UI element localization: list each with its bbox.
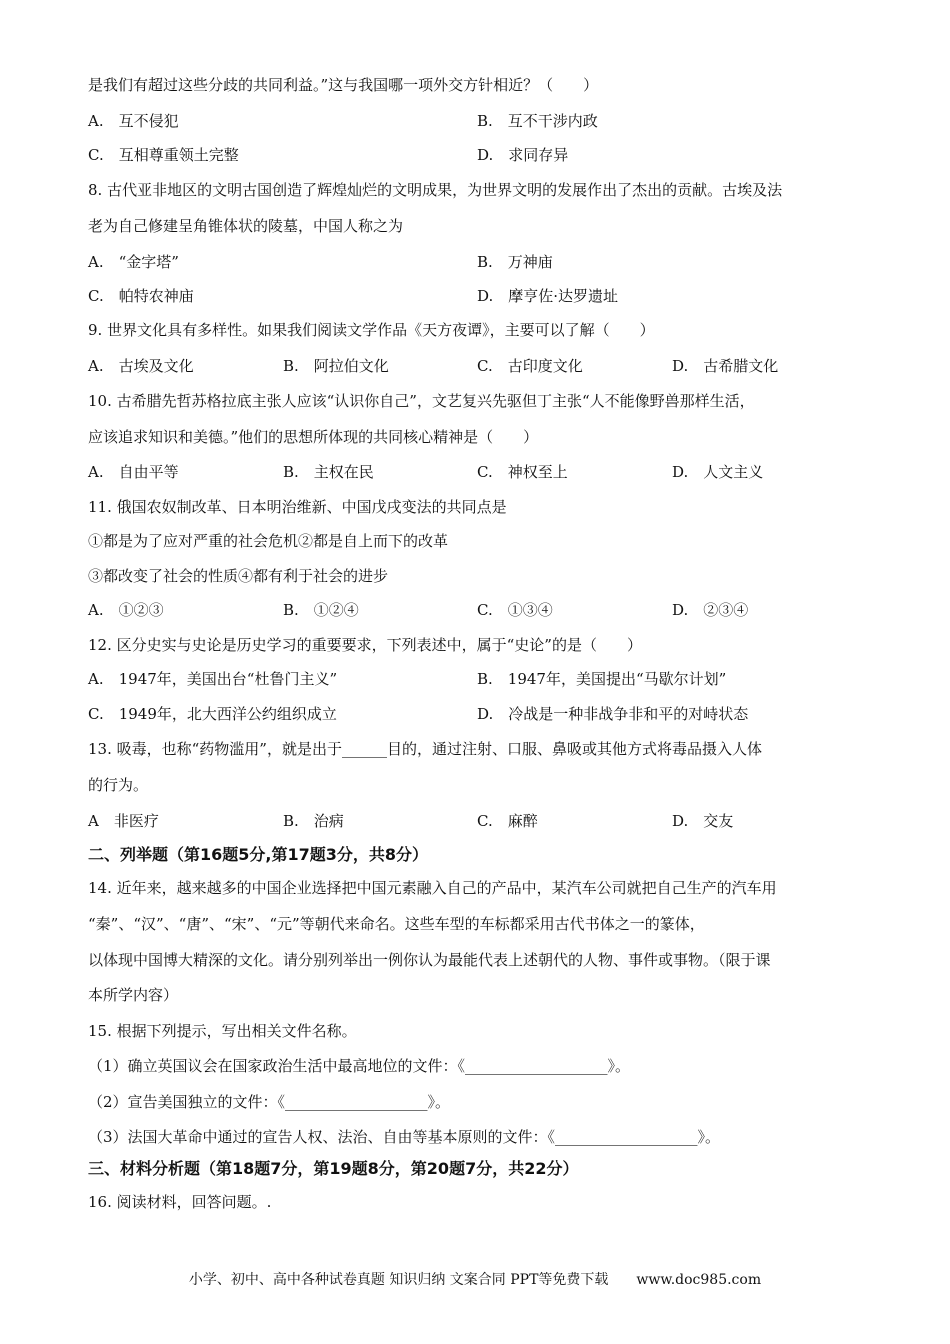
q7-option-c[interactable]: C. 互相尊重领土完整	[88, 146, 239, 164]
q7-option-d[interactable]: D. 求同存异	[477, 146, 569, 164]
q7-option-a[interactable]: A. 互不侵犯	[88, 112, 179, 130]
q11-stem-line2: ①都是为了应对严重的社会危机②都是自上而下的改革	[88, 532, 449, 550]
q10-option-d[interactable]: D. 人文主义	[672, 463, 764, 481]
q9-option-d[interactable]: D. 古希腊文化	[672, 357, 779, 375]
q13-option-c[interactable]: C. 麻醉	[477, 812, 538, 830]
q8-option-a[interactable]: A. “金字塔”	[88, 253, 179, 271]
q11-option-d[interactable]: D. ②③④	[672, 601, 749, 619]
q15-sub-3: （3）法国大革命中通过的宣告人权、法治、自由等基本原则的文件：《___________________》。	[88, 1128, 721, 1146]
q11-option-c[interactable]: C. ①③④	[477, 601, 553, 619]
q13-stem-line1: 13. 吸毒，也称“药物滥用”，就是出于______目的，通过注射、口服、鼻吸或其他方式将毒品摄入人体	[88, 740, 762, 758]
q10-stem-line2: 应该追求知识和美德。”他们的思想所体现的共同核心精神是（ ）	[88, 428, 539, 446]
q11-stem-line3: ③都改变了社会的性质④都有利于社会的进步	[88, 567, 389, 585]
q14-stem-line4: 本所学内容）	[88, 986, 179, 1004]
q12-option-c[interactable]: C. 1949年，北大西洋公约组织成立	[88, 705, 337, 723]
q12-option-b[interactable]: B. 1947年，美国提出“马歇尔计划”	[477, 670, 727, 688]
q14-stem-line1: 14. 近年来，越来越多的中国企业选择把中国元素融入自己的产品中，某汽车公司就把自己生产的汽车用	[88, 879, 777, 897]
q8-option-d[interactable]: D. 摩亨佐·达罗遗址	[477, 287, 619, 305]
q12-stem-line1: 12. 区分史实与史论是历史学习的重要要求，下列表述中，属于“史论”的是（ ）	[88, 636, 642, 654]
q15-stem-line1: 15. 根据下列提示，写出相关文件名称。	[88, 1022, 357, 1040]
q11-option-a[interactable]: A. ①②③	[88, 601, 164, 619]
q9-option-b[interactable]: B. 阿拉伯文化	[283, 357, 389, 375]
q12-option-d[interactable]: D. 冷战是一种非战争非和平的对峙状态	[477, 705, 749, 723]
q7-stem-line2: 是我们有超过这些分歧的共同利益。”这与我国哪一项外交方针相近？（ ）	[88, 76, 599, 94]
q13-stem-line2: 的行为。	[88, 776, 149, 794]
q9-option-c[interactable]: C. 古印度文化	[477, 357, 583, 375]
q13-option-a[interactable]: A 非医疗	[88, 812, 159, 830]
q10-option-a[interactable]: A. 自由平等	[88, 463, 179, 481]
q9-option-a[interactable]: A. 古埃及文化	[88, 357, 194, 375]
q14-stem-line3: 以体现中国博大精深的文化。请分别列举出一例你认为最能代表上述朝代的人物、事件或事物。（限于课	[88, 951, 771, 969]
q10-stem-line1: 10. 古希腊先哲苏格拉底主张人应该“认识你自己”，文艺复兴先驱但丁主张“人不能像野兽那样生活，	[88, 392, 755, 410]
q16-stem-line1: 16. 阅读材料，回答问题。.	[88, 1193, 272, 1211]
q14-stem-line2: “秦”、“汉”、“唐”、“宋”、“元”等朝代来命名。这些车型的车标都采用古代书体之一的篆体，	[88, 915, 705, 933]
q11-option-b[interactable]: B. ①②④	[283, 601, 359, 619]
q8-option-c[interactable]: C. 帕特农神庙	[88, 287, 194, 305]
q11-stem-line1: 11. 俄国农奴制改革、日本明治维新、中国戊戌变法的共同点是	[88, 498, 507, 516]
section-3-heading: 三、材料分析题（第18题7分，第19题8分，第20题7分，共22分）	[88, 1159, 579, 1178]
q15-sub-2: （2）宣告美国独立的文件：《___________________》。	[88, 1093, 451, 1111]
q10-option-c[interactable]: C. 神权至上	[477, 463, 568, 481]
q13-option-b[interactable]: B. 治病	[283, 812, 344, 830]
q7-option-b[interactable]: B. 互不干涉内政	[477, 112, 598, 130]
q9-stem-line1: 9. 世界文化具有多样性。如果我们阅读文学作品《天方夜谭》，主要可以了解（ ）	[88, 321, 655, 339]
q12-option-a[interactable]: A. 1947年，美国出台“杜鲁门主义”	[88, 670, 338, 688]
q15-sub-1: （1）确立英国议会在国家政治生活中最高地位的文件：《___________________》。	[88, 1057, 631, 1075]
page-footer: 小学、初中、高中各种试卷真题 知识归纳 文案合同 PPT等免费下载 www.doc985.com	[188, 1272, 762, 1288]
q8-option-b[interactable]: B. 万神庙	[477, 253, 553, 271]
q8-stem-line2: 老为自己修建呈角锥体状的陵墓，中国人称之为	[88, 217, 404, 235]
section-2-heading: 二、列举题（第16题5分,第17题3分，共8分）	[88, 845, 429, 864]
q10-option-b[interactable]: B. 主权在民	[283, 463, 374, 481]
q8-stem-line1: 8. 古代亚非地区的文明古国创造了辉煌灿烂的文明成果，为世界文明的发展作出了杰出的贡献。古埃及法	[88, 181, 783, 199]
q13-option-d[interactable]: D. 交友	[672, 812, 734, 830]
